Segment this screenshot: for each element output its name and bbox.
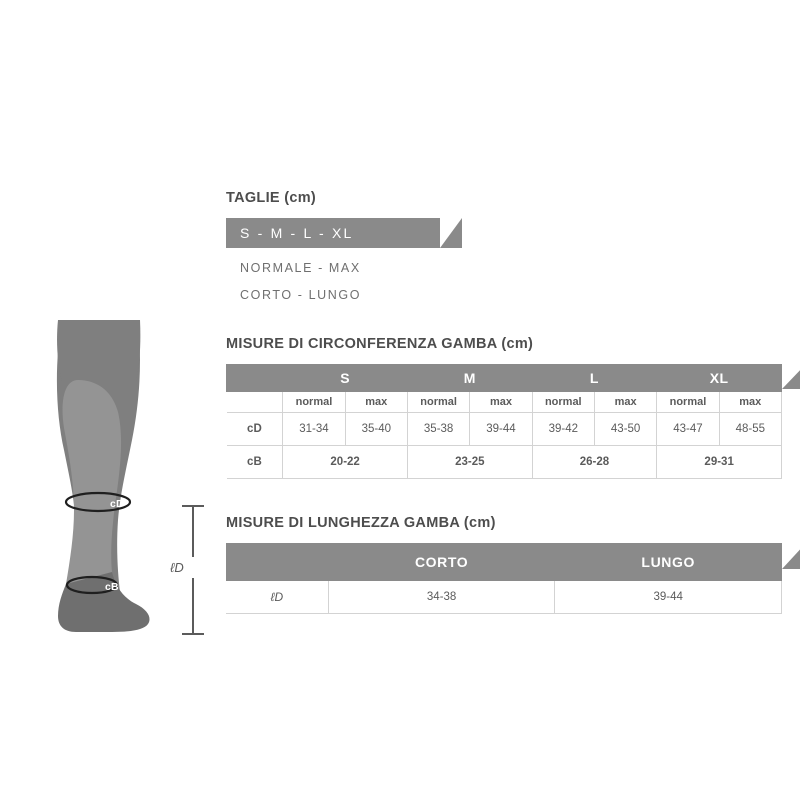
length-header-lungo: LUNGO — [555, 544, 782, 581]
cb-l: 26-28 — [532, 446, 657, 479]
ld-label: ℓD — [159, 557, 195, 578]
cb-m: 23-25 — [407, 446, 532, 479]
cb-label: cB — [105, 581, 119, 593]
length-header-tail — [782, 543, 800, 569]
subheader-m-max: max — [470, 392, 532, 413]
measure-bar-cap-bottom — [182, 633, 204, 635]
sizes-banner-text: S - M - L - XL — [240, 225, 354, 241]
cd-xl-normal: 43-47 — [657, 413, 719, 446]
circumference-title: MISURE DI CIRCONFERENZA GAMBA (cm) — [226, 336, 534, 352]
size-header-m: M — [407, 365, 532, 392]
cd-m-normal: 35-38 — [407, 413, 469, 446]
cd-xl-max: 48-55 — [719, 413, 781, 446]
sizes-line-corto-lungo: CORTO - LUNGO — [240, 288, 362, 302]
table-row — [226, 581, 782, 614]
size-header-xl: XL — [657, 365, 782, 392]
subheader-xl-normal: normal — [657, 392, 719, 413]
cd-l-normal: 39-42 — [532, 413, 594, 446]
cb-s: 20-22 — [283, 446, 408, 479]
measure-bar-cap-top — [182, 505, 204, 507]
hip-shape — [57, 320, 140, 382]
sizes-line-normale-max: NORMALE - MAX — [240, 261, 361, 275]
cd-label: cD — [110, 498, 124, 510]
subheader-s-max: max — [345, 392, 407, 413]
circumference-corner-cell — [227, 365, 283, 392]
length-corner-cell — [226, 544, 328, 581]
sizes-title: TAGLIE (cm) — [226, 190, 317, 206]
circumference-sub-header-row — [227, 392, 782, 413]
circumference-header-tail — [782, 364, 800, 389]
sizes-section — [226, 190, 782, 302]
circumference-section — [226, 336, 782, 479]
size-chart-content — [226, 190, 782, 614]
row-label-ld: ℓD — [226, 581, 328, 614]
sizes-banner — [226, 218, 440, 248]
cd-s-normal: 31-34 — [283, 413, 345, 446]
subheader-s-normal: normal — [283, 392, 345, 413]
row-label-cb: cB — [227, 446, 283, 479]
ld-corto: 34-38 — [328, 581, 555, 614]
subheader-l-normal: normal — [532, 392, 594, 413]
subheader-xl-max: max — [719, 392, 781, 413]
size-header-s: S — [283, 365, 408, 392]
leg-illustration — [20, 320, 200, 650]
circumference-table — [226, 364, 782, 479]
ld-lungo: 39-44 — [555, 581, 782, 614]
cd-m-max: 39-44 — [470, 413, 532, 446]
length-table — [226, 543, 782, 614]
cd-l-max: 43-50 — [594, 413, 656, 446]
table-row — [227, 446, 782, 479]
length-table-wrap — [226, 543, 782, 614]
size-header-l: L — [532, 365, 657, 392]
circumference-table-wrap — [226, 364, 782, 479]
leg-diagram-svg — [20, 320, 200, 650]
row-label-cd: cD — [227, 413, 283, 446]
circumference-size-header-row — [227, 365, 782, 392]
cd-s-max: 35-40 — [345, 413, 407, 446]
length-title: MISURE DI LUNGHEZZA GAMBA (cm) — [226, 515, 496, 531]
length-measure-bar — [170, 505, 211, 635]
length-header-corto: CORTO — [328, 544, 555, 581]
subheader-l-max: max — [594, 392, 656, 413]
length-header-row — [226, 544, 782, 581]
table-row — [227, 413, 782, 446]
subheader-corner-cell — [227, 392, 283, 413]
length-section — [226, 515, 782, 614]
subheader-m-normal: normal — [407, 392, 469, 413]
cb-xl: 29-31 — [657, 446, 782, 479]
